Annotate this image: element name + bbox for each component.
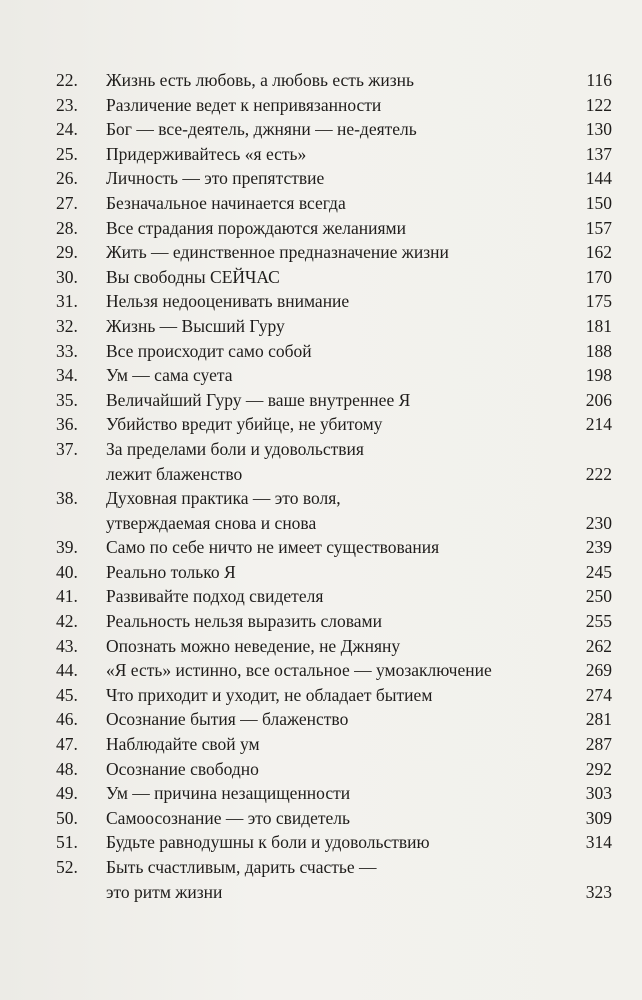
entry-title — [106, 339, 552, 364]
entry-title-line: Жить — единственное предназначение жизни — [106, 242, 449, 263]
entry-title — [106, 68, 552, 93]
toc-entry — [56, 117, 612, 142]
entry-number: 28. — [56, 217, 78, 238]
entry-page-number: 281 — [585, 709, 612, 730]
entry-page-number: 130 — [585, 119, 612, 140]
entry-number: 48. — [56, 758, 78, 779]
entry-title-line: Жизнь есть любовь, а любовь есть жизнь — [106, 70, 415, 90]
entry-page-number: 262 — [585, 635, 612, 656]
toc-entry — [56, 781, 612, 806]
entry-title — [106, 584, 552, 609]
entry-number: 39. — [56, 537, 78, 558]
toc-entry — [56, 707, 612, 732]
toc-entry — [56, 240, 612, 265]
entry-number: 31. — [56, 291, 78, 312]
entry-title — [106, 781, 552, 806]
entry-title-line: Все страдания порождаются желаниями — [106, 217, 406, 238]
entry-number: 49. — [56, 783, 78, 804]
entry-page-number: 198 — [585, 365, 612, 386]
entry-title-line: Нельзя недооценивать внимание — [106, 291, 350, 312]
entry-title — [106, 191, 552, 216]
entry-number: 24. — [56, 119, 78, 140]
entry-title — [106, 117, 552, 142]
entry-page-number: 269 — [585, 660, 612, 681]
toc-entry — [56, 68, 612, 93]
toc-entry — [56, 265, 612, 290]
toc-entry — [56, 535, 612, 560]
table-of-contents — [56, 68, 612, 904]
entry-page-number: 245 — [585, 561, 612, 582]
entry-title — [106, 830, 552, 855]
entry-page-number: 206 — [585, 389, 612, 410]
entry-title-line: Быть счастливым, дарить счастье — — [106, 857, 377, 877]
entry-title-line: Развивайте подход свидетеля — [106, 586, 324, 607]
entry-number: 52. — [56, 857, 78, 877]
entry-title — [106, 142, 552, 167]
entry-title — [106, 216, 552, 241]
entry-title-line: Все происходит само собой — [106, 340, 312, 361]
entry-title-line: Убийство вредит убийце, не убитому — [106, 414, 383, 435]
entry-number: 30. — [56, 266, 78, 287]
entry-title-line: Ум — сама суета — [106, 365, 233, 386]
entry-number: 44. — [56, 660, 78, 681]
entry-number: 32. — [56, 315, 78, 336]
entry-title — [106, 560, 552, 585]
toc-entry — [56, 412, 612, 437]
entry-number: 47. — [56, 734, 78, 755]
toc-entry — [56, 486, 612, 535]
entry-page-number: 303 — [585, 783, 612, 804]
entry-title — [106, 609, 552, 634]
toc-entry — [56, 732, 612, 757]
entry-title — [106, 314, 552, 339]
entry-title — [106, 683, 552, 708]
toc-entry — [56, 757, 612, 782]
entry-title-line: утверждаемая снова и снова — [106, 512, 317, 533]
entry-title-line: Будьте равнодушны к боли и удовольствию — [106, 832, 430, 853]
toc-entry — [56, 388, 612, 413]
entry-number: 38. — [56, 488, 78, 509]
entry-number: 46. — [56, 709, 78, 730]
entry-title-line: Само по себе ничто не имеет существования — [106, 537, 440, 558]
entry-title — [106, 707, 552, 732]
entry-title-line: Осознание бытия — блаженство — [106, 709, 349, 730]
entry-page-number: 150 — [585, 192, 612, 213]
entry-title-line: Осознание свободно — [106, 758, 259, 779]
entry-page-number: 314 — [585, 832, 612, 853]
entry-number: 23. — [56, 94, 78, 115]
entry-title-line: Самоосознание — это свидетель — [106, 807, 351, 828]
entry-number: 43. — [56, 635, 78, 656]
toc-entry — [56, 339, 612, 364]
entry-title-line: Что приходит и уходит, не обладает бытием — [106, 684, 433, 705]
entry-number: 25. — [56, 143, 78, 164]
entry-page-number: 255 — [585, 611, 612, 632]
entry-title — [106, 166, 552, 191]
entry-title — [106, 806, 552, 831]
entry-title-line: Реально только Я — [106, 561, 236, 582]
entry-title-line: лежит блаженство — [106, 463, 243, 484]
entry-page-number: 144 — [585, 168, 612, 189]
entry-title-line: Опознать можно неведение, не Джняну — [106, 635, 401, 656]
entry-number: 42. — [56, 611, 78, 632]
entry-number: 50. — [56, 807, 78, 828]
toc-entry — [56, 560, 612, 585]
entry-page-number: 170 — [585, 266, 612, 287]
entry-page-number: 137 — [585, 143, 612, 164]
entry-page-number: 292 — [585, 758, 612, 779]
entry-page-number: 222 — [585, 463, 612, 484]
entry-page-number: 239 — [585, 537, 612, 558]
toc-entry — [56, 609, 612, 634]
entry-number: 34. — [56, 365, 78, 386]
entry-number: 35. — [56, 389, 78, 410]
entry-title-line: Бог — все-деятель, джняни — не-деятель — [106, 119, 417, 140]
entry-title-line: За пределами боли и удовольствия — [106, 438, 364, 459]
toc-entry — [56, 314, 612, 339]
entry-number: 51. — [56, 832, 78, 853]
toc-entry — [56, 289, 612, 314]
toc-entry — [56, 142, 612, 167]
entry-number: 37. — [56, 438, 78, 459]
entry-title-line: Различение ведет к непривязанности — [106, 94, 382, 115]
toc-entry — [56, 437, 612, 486]
entry-page-number: 162 — [585, 242, 612, 263]
entry-title-line: Жизнь — Высший Гуру — [106, 315, 285, 336]
entry-title — [106, 265, 552, 290]
entry-page-number: 230 — [585, 512, 612, 533]
entry-title — [106, 437, 552, 486]
entry-title-line: Безначальное начинается всегда — [106, 192, 346, 213]
entry-page-number: 157 — [585, 217, 612, 238]
entry-page-number: 323 — [585, 881, 612, 902]
entry-page-number: 287 — [585, 734, 612, 755]
entry-title — [106, 486, 552, 535]
toc-entry — [56, 191, 612, 216]
toc-entry — [56, 216, 612, 241]
entry-page-number: 250 — [585, 586, 612, 607]
entry-page-number: 116 — [586, 70, 612, 90]
toc-entry — [56, 634, 612, 659]
entry-title — [106, 388, 552, 413]
toc-entry — [56, 93, 612, 118]
entry-page-number: 274 — [585, 684, 612, 705]
entry-number: 36. — [56, 414, 78, 435]
entry-number: 40. — [56, 561, 78, 582]
entry-number: 33. — [56, 340, 78, 361]
entry-page-number: 309 — [585, 807, 612, 828]
entry-title — [106, 658, 552, 683]
toc-entry — [56, 830, 612, 855]
entry-title-line: это ритм жизни — [106, 881, 223, 902]
entry-page-number: 181 — [585, 315, 612, 336]
toc-entry — [56, 683, 612, 708]
entry-title — [106, 535, 552, 560]
entry-number: 27. — [56, 192, 78, 213]
entry-number: 26. — [56, 168, 78, 189]
entry-title — [106, 634, 552, 659]
entry-title-line: Придерживайтесь «я есть» — [106, 143, 307, 164]
toc-entry — [56, 584, 612, 609]
entry-title-line: Ум — причина незащищенности — [106, 783, 351, 804]
entry-number: 45. — [56, 684, 78, 705]
entry-title-line: «Я есть» истинно, все остальное — умозаключение — [106, 660, 492, 681]
entry-title — [106, 412, 552, 437]
entry-title-line: Вы свободны СЕЙЧАС — [106, 266, 280, 287]
entry-title — [106, 732, 552, 757]
entry-title-line: Величайший Гуру — ваше внутреннее Я — [106, 389, 411, 410]
entry-title-line: Наблюдайте свой ум — [106, 734, 260, 755]
entry-number: 41. — [56, 586, 78, 607]
toc-entry — [56, 166, 612, 191]
entry-title — [106, 93, 552, 118]
entry-page-number: 188 — [585, 340, 612, 361]
entry-number: 29. — [56, 242, 78, 263]
entry-title — [106, 757, 552, 782]
entry-title-line: Личность — это препятствие — [106, 168, 325, 189]
toc-entry — [56, 855, 612, 904]
entry-title-line: Духовная практика — это воля, — [106, 488, 341, 509]
entry-title — [106, 855, 552, 904]
entry-page-number: 175 — [585, 291, 612, 312]
entry-title — [106, 363, 552, 388]
entry-title-line: Реальность нельзя выразить словами — [106, 611, 382, 632]
toc-entry — [56, 658, 612, 683]
entry-page-number: 122 — [585, 94, 612, 115]
entry-title — [106, 289, 552, 314]
toc-entry — [56, 806, 612, 831]
toc-entry — [56, 363, 612, 388]
entry-number: 22. — [56, 70, 78, 90]
entry-page-number: 214 — [585, 414, 612, 435]
entry-title — [106, 240, 552, 265]
